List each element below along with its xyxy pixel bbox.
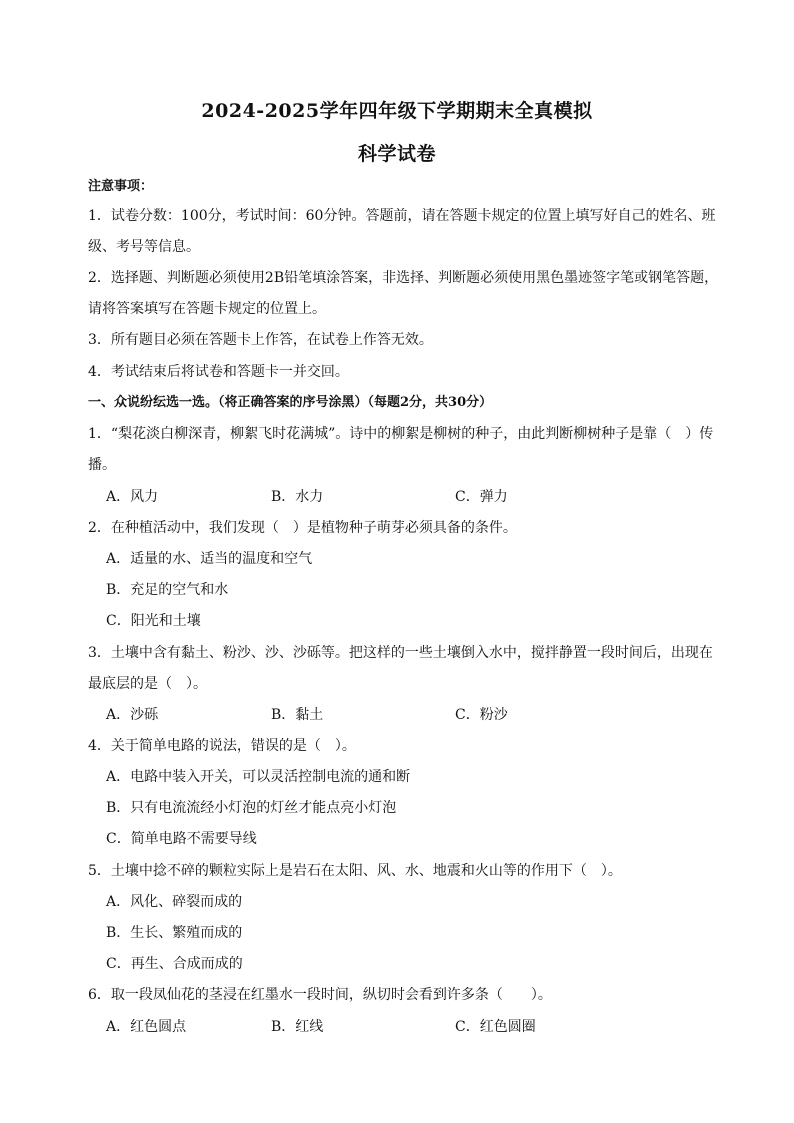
question-4: 4．关于简单电路的说法，错误的是（ ）。 xyxy=(88,738,356,754)
question-5-option-c: C．再生、合成而成的 xyxy=(106,956,243,972)
question-3: 3．土壤中含有黏土、粉沙、沙、沙砾等。把这样的一些土壤倒入水中，搅拌静置一段时间后，出现在 xyxy=(88,645,713,661)
question-3-option-a: A．沙砾 xyxy=(106,707,159,723)
exam-title: 2024-2025学年四年级下学期期末全真模拟 xyxy=(201,100,593,122)
notice-item-1-cont: 级、考号等信息。 xyxy=(88,239,200,255)
question-5: 5．土壤中捻不碎的颗粒实际上是岩石在太阳、风、水、地震和火山等的作用下（ ）。 xyxy=(88,863,622,879)
question-4-option-b: B．只有电流流经小灯泡的灯丝才能点亮小灯泡 xyxy=(106,800,397,816)
question-3-option-c: C．粉沙 xyxy=(455,707,508,723)
question-4-option-a: A．电路中装入开关，可以灵活控制电流的通和断 xyxy=(106,769,411,785)
notice-item-2: 2．选择题、判断题必须使用2B铅笔填涂答案，非选择、判断题必须使用黑色墨迹签字笔或钢笔答题， xyxy=(88,270,719,286)
notice-item-2-cont: 请将答案填写在答题卡规定的位置上。 xyxy=(88,301,326,317)
question-6-option-b: B．红线 xyxy=(271,1019,324,1035)
question-1-option-b: B．水力 xyxy=(271,489,324,505)
question-6-option-a: A．红色圆点 xyxy=(106,1019,187,1035)
section-1-heading: 一、众说纷纭选一选。（将正确答案的序号涂黑）（每题2分，共30分） xyxy=(88,395,493,410)
question-3-option-b: B．黏土 xyxy=(271,707,324,723)
question-1-option-c: C．弹力 xyxy=(455,489,508,505)
question-2: 2．在种植活动中，我们发现（ ）是植物种子萌芽必须具备的条件。 xyxy=(88,520,517,536)
question-2-option-c: C．阳光和土壤 xyxy=(106,613,201,629)
question-2-option-a: A．适量的水、适当的温度和空气 xyxy=(106,551,313,567)
question-1-cont: 播。 xyxy=(88,457,116,473)
question-4-option-c: C．简单电路不需要导线 xyxy=(106,831,257,847)
question-6-option-c: C．红色圆圈 xyxy=(455,1019,536,1035)
notice-item-3: 3．所有题目必须在答题卡上作答，在试卷上作答无效。 xyxy=(88,332,433,348)
question-3-cont: 最底层的是（ ）。 xyxy=(88,676,207,692)
question-2-option-b: B．充足的空气和水 xyxy=(106,582,229,598)
notice-heading: 注意事项： xyxy=(88,179,154,194)
question-5-option-a: A．风化、碎裂而成的 xyxy=(106,894,243,910)
notice-item-4: 4．考试结束后将试卷和答题卡一并交回。 xyxy=(88,364,349,380)
question-5-option-b: B．生长、繁殖而成的 xyxy=(106,925,243,941)
question-1: 1．“梨花淡白柳深青，柳絮飞时花满城”。诗中的柳絮是柳树的种子，由此判断柳树种子是靠（ ）传 xyxy=(88,426,714,442)
question-1-option-a: A．风力 xyxy=(106,489,159,505)
question-6: 6．取一段凤仙花的茎浸在红墨水一段时间，纵切时会看到许多条（ ）。 xyxy=(88,987,552,1003)
notice-item-1: 1．试卷分数：100分，考试时间：60分钟。答题前，请在答题卡规定的位置上填写好自己的姓名、班 xyxy=(88,208,716,224)
exam-subtitle: 科学试卷 xyxy=(357,143,436,165)
